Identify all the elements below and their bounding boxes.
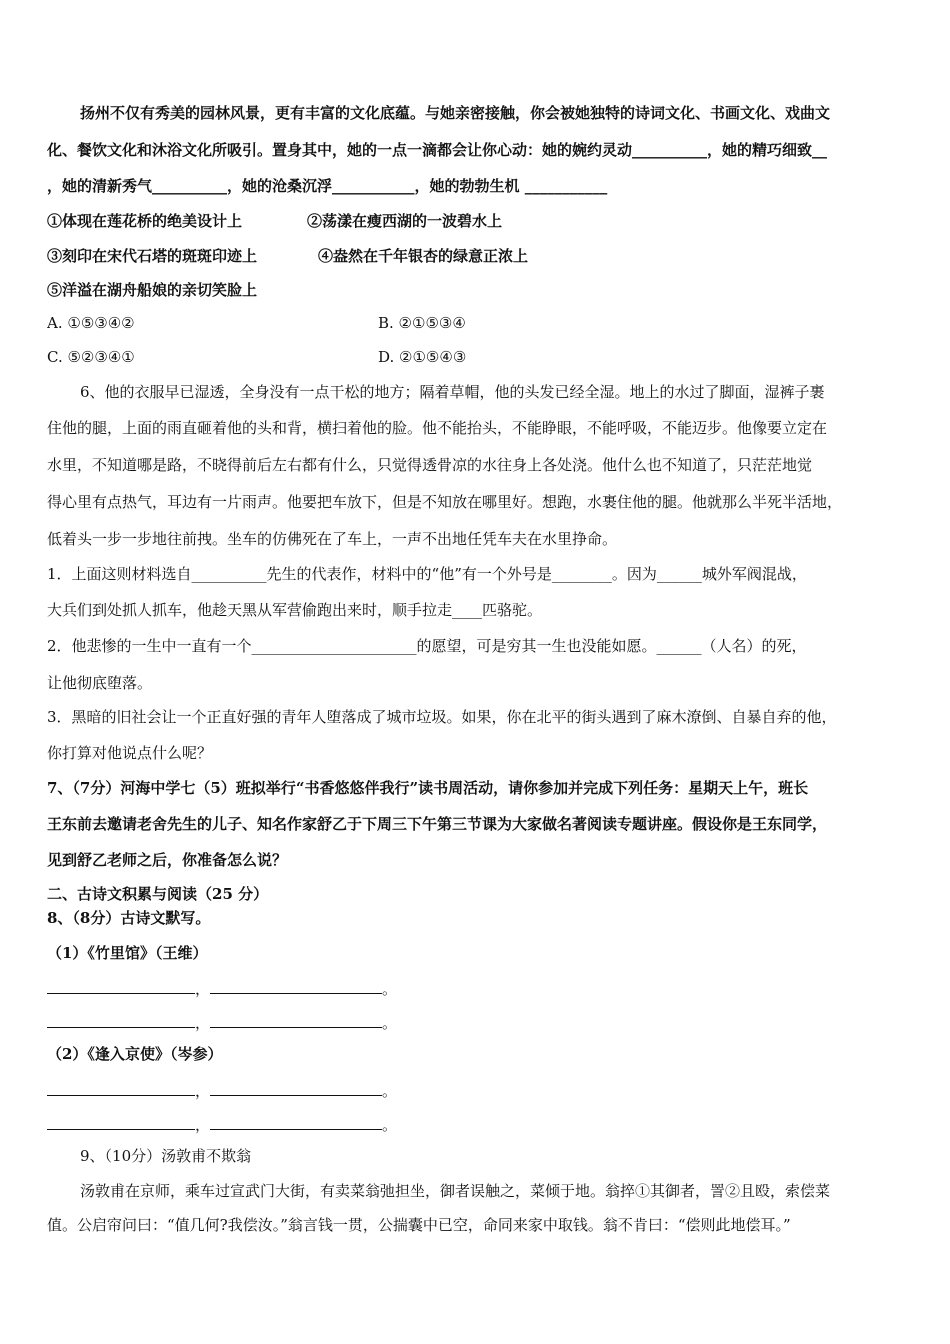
q5-paragraph-line: ，她的清新秀气__________，她的沧桑沉浮___________，她的勃勃生机 ___________ xyxy=(47,177,608,195)
q5-choice-c[interactable]: C. ⑤②③④① xyxy=(47,348,135,366)
q6-subquestion-2-cont: 让他彻底堕落。 xyxy=(47,674,153,692)
q5-option-2: ②荡漾在瘦西湖的一波碧水上 xyxy=(307,212,503,230)
q5-option-1: ①体现在莲花桥的绝美设计上 xyxy=(47,212,243,230)
q5-choice-a[interactable]: A. ①⑤③④② xyxy=(47,314,135,332)
q5-paragraph-line: 化、餐饮文化和沐浴文化所吸引。置身其中，她的一点一滴都会让你心动：她的婉约灵动__________，她的精巧细致__ xyxy=(47,141,828,159)
q6-passage-line: 得心里有点热气，耳边有一片雨声。他要把车放下，但是不知放在哪里好。想跑，水裹住他的腿。他就那么半死半活地， xyxy=(47,493,843,511)
q6-passage-line: 6、他的衣服早已湿透，全身没有一点干松的地方；隔着草帽，他的头发已经全湿。地上的水过了脚面，湿裤子裹 xyxy=(80,383,825,401)
q7-line: 见到舒乙老师之后，你准备怎么说？ xyxy=(47,851,288,869)
q6-subquestion-3: 3．黑暗的旧社会让一个正直好强的青年人堕落成了城市垃圾。如果，你在北平的街头遇到了麻木潦倒、自暴自弃的他， xyxy=(47,708,837,726)
q9-passage-line: 汤敦甫在京师，乘车过宣武门大街，有卖菜翁弛担坐，御者误触之，菜倾于地。翁捽①其御者，詈②且殴，索偿菜 xyxy=(80,1182,831,1200)
q5-choice-d[interactable]: D. ②①⑤④③ xyxy=(378,348,467,366)
answer-line[interactable]: ， 。 xyxy=(47,1012,907,1033)
q6-subquestion-1-cont: 大兵们到处抓人抓车，他趁天黑从军营偷跑出来时，顺手拉走____匹骆驼。 xyxy=(47,601,543,619)
q6-passage-line: 住他的腿，上面的雨直砸着他的头和背，横扫着他的脸。他不能抬头，不能睁眼，不能呼吸，不能迈步。他像要立定在 xyxy=(47,419,828,437)
poem-2-title: （2）《逢入京使》（岑参） xyxy=(47,1045,223,1063)
q5-option-3: ③刻印在宋代石塔的斑斑印迹上 xyxy=(47,247,258,265)
q6-subquestion-2: 2．他悲惨的一生中一直有一个______________________的愿望，可是穷其一生也没能如愿。______（人名）的死， xyxy=(47,637,807,655)
q5-paragraph-line: 扬州不仅有秀美的园林风景，更有丰富的文化底蕴。与她亲密接触，你会被她独特的诗词文化、书画文化、戏曲文 xyxy=(80,104,831,122)
q6-subquestion-3-cont: 你打算对他说点什么呢？ xyxy=(47,744,213,762)
q6-passage-line: 低着头一步一步地往前拽。坐车的仿佛死在了车上，一声不出地任凭车夫在水里挣命。 xyxy=(47,530,618,548)
q8-title: 8、（8分）古诗文默写。 xyxy=(47,909,211,927)
q6-passage-line: 水里，不知道哪是路，不晓得前后左右都有什么，只觉得透骨凉的水往身上各处浇。他什么也不知道了，只茫茫地觉 xyxy=(47,456,813,474)
q5-choice-b[interactable]: B. ②①⑤③④ xyxy=(378,314,466,332)
answer-line[interactable]: ， 。 xyxy=(47,1080,907,1101)
q5-option-4: ④盎然在千年银杏的绿意正浓上 xyxy=(318,247,529,265)
q7-line: 王东前去邀请老舍先生的儿子、知名作家舒乙于下周三下午第三节课为大家做名著阅读专题讲座。假设你是王东同学， xyxy=(47,815,828,833)
q9-title: 9、（10分）汤敦甫不欺翁 xyxy=(80,1147,252,1165)
poem-1-title: （1）《竹里馆》（王维） xyxy=(47,944,208,962)
q7-line: 7、（7分）河海中学七（5）班拟举行“书香悠悠伴我行”读书周活动，请你参加并完成下列任务：星期天上午，班长 xyxy=(47,779,809,797)
q9-passage-line: 值。公启帘问曰：“值几何?我偿汝。”翁言钱一贯，公揣囊中已空，命同来家中取钱。翁不肯曰：“偿则此地偿耳。” xyxy=(47,1216,791,1234)
answer-line[interactable]: ， 。 xyxy=(47,978,907,999)
q6-subquestion-1: 1．上面这则材料选自__________先生的代表作，材料中的“他”有一个外号是________。因为______城外军阀混战， xyxy=(47,565,807,583)
answer-line[interactable]: ， 。 xyxy=(47,1114,907,1135)
section-2-heading: 二、古诗文积累与阅读（25 分） xyxy=(47,885,269,903)
q5-option-5: ⑤洋溢在湖舟船娘的亲切笑脸上 xyxy=(47,281,258,299)
